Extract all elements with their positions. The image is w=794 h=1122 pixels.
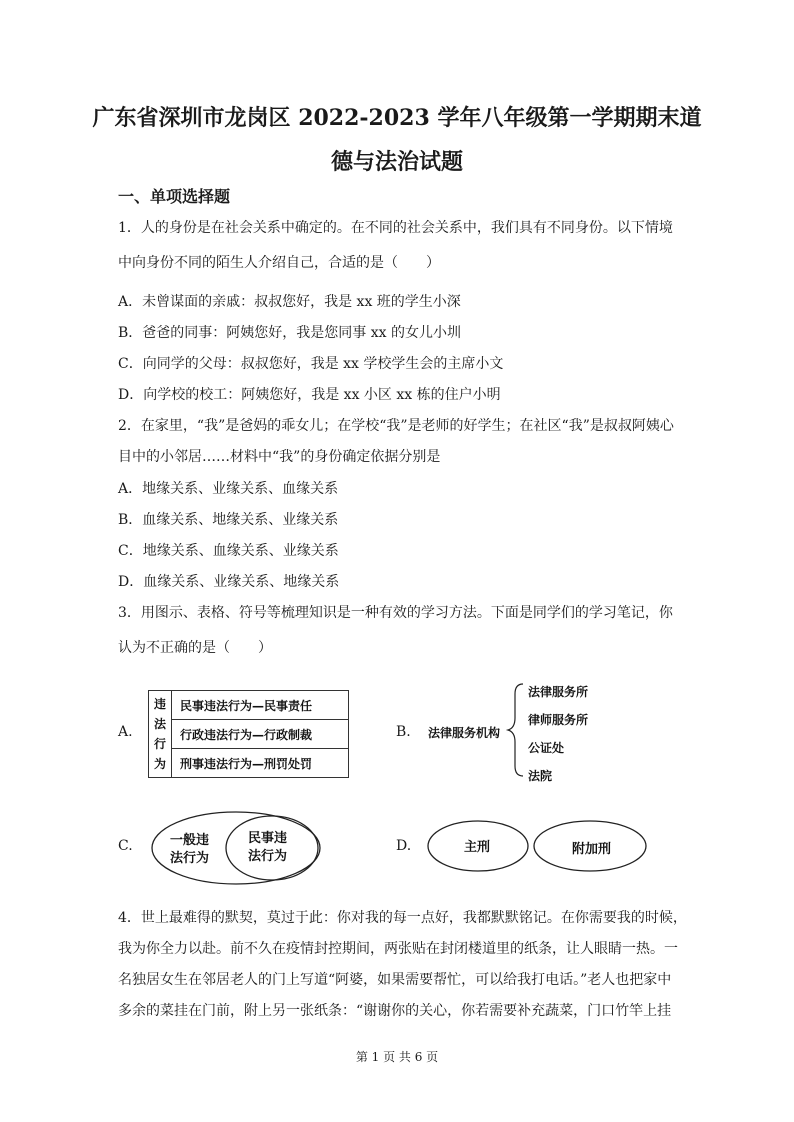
page-title-line-1: 广东省深圳市龙岗区 2022-2023 学年八年级第一学期期末道 (92, 105, 702, 131)
b-item: 法律服务所 (528, 685, 589, 699)
q3-stem-line-2: 认为不正确的是（ ） (118, 640, 272, 656)
b-item: 律师服务所 (528, 713, 589, 727)
q4-line-4: 多余的菜挂在门前，附上另一张纸条：“谢谢你的关心，你若需要补充蔬菜，门口竹竿上挂 (118, 1003, 672, 1019)
q2-option-c: C．地缘关系、血缘关系、业缘关系 (118, 543, 339, 559)
q3-option-d-label: D. (396, 838, 412, 854)
q1-option-a: A．未曾谋面的亲戚：叔叔您好，我是 xx 班的学生小深 (118, 294, 461, 310)
b-root-label: 法律服务机构 (428, 726, 501, 740)
c-outer-label: 一般违 法行为 (170, 833, 210, 866)
q1-option-b: B．爸爸的同事：阿姨您好，我是您同事 xx 的女儿小圳 (118, 325, 461, 341)
q2-stem-line-2: 目中的小邻居……材料中“我”的身份确定依据分别是 (118, 449, 441, 465)
q1-option-c: C．向同学的父母：叔叔您好，我是 xx 学校学生会的主席小文 (118, 356, 504, 372)
q4-line-1: 4．世上最难得的默契，莫过于此：你对我的每一点好，我都默默铭记。在你需要我的时候， (118, 910, 687, 926)
section-heading: 一、单项选择题 (118, 187, 231, 206)
q4-line-3: 名独居女生在邻居老人的门上写道“阿婆，如果需要帮忙，可以给我打电话。”老人也把家中 (118, 972, 672, 988)
d-ellipses (426, 818, 656, 874)
table-row: 刑事违法行为—刑罚处罚 (172, 749, 349, 778)
q1-stem-line-1: 1．人的身份是在社会关系中确定的。在不同的社会关系中，我们具有不同身份。以下情境 (118, 220, 673, 236)
page-footer: 第 1 页 共 6 页 (355, 1050, 439, 1064)
d-right-label: 附加刑 (572, 842, 612, 857)
q2-option-b: B．血缘关系、地缘关系、业缘关系 (118, 512, 339, 528)
table-row: 行政违法行为—行政制裁 (172, 720, 349, 749)
q2-option-a: A．地缘关系、业缘关系、血缘关系 (118, 481, 339, 497)
q2-option-d: D．血缘关系、业缘关系、地缘关系 (118, 574, 340, 590)
c-inner-label: 民事违 法行为 (248, 831, 288, 864)
q1-option-d: D．向学校的校工：阿姨您好，我是 xx 小区 xx 栋的住户小明 (118, 387, 501, 403)
q2-stem-line-1: 2．在家里，“我”是爸妈的乖女儿；在学校“我”是老师的好学生；在社区“我”是叔叔阿姨心 (118, 418, 674, 434)
q3-option-c-label: C. (118, 838, 133, 854)
q3-option-a-table (148, 690, 349, 778)
page-title-line-2: 德与法治试题 (330, 149, 463, 175)
b-item: 公证处 (528, 741, 565, 755)
vertical-heading: 违 法 行 为 (149, 691, 172, 778)
q1-stem-line-2: 中向身份不同的陌生人介绍自己，合适的是（ ） (118, 255, 440, 271)
d-left-label: 主刑 (464, 840, 491, 855)
b-item: 法院 (528, 769, 553, 783)
q3-stem-line-1: 3．用图示、表格、符号等梳理知识是一种有效的学习方法。下面是同学们的学习笔记，你 (118, 605, 673, 621)
q3-option-a-label: A. (118, 724, 133, 740)
table-row: 民事违法行为—民事责任 (172, 691, 349, 720)
brace-icon (505, 680, 527, 780)
q4-line-2: 我为你全力以赴。前不久在疫情封控期间，两张贴在封闭楼道里的纸条，让人眼睛一热。一 (118, 941, 678, 957)
q3-option-b-label: B. (396, 724, 411, 740)
